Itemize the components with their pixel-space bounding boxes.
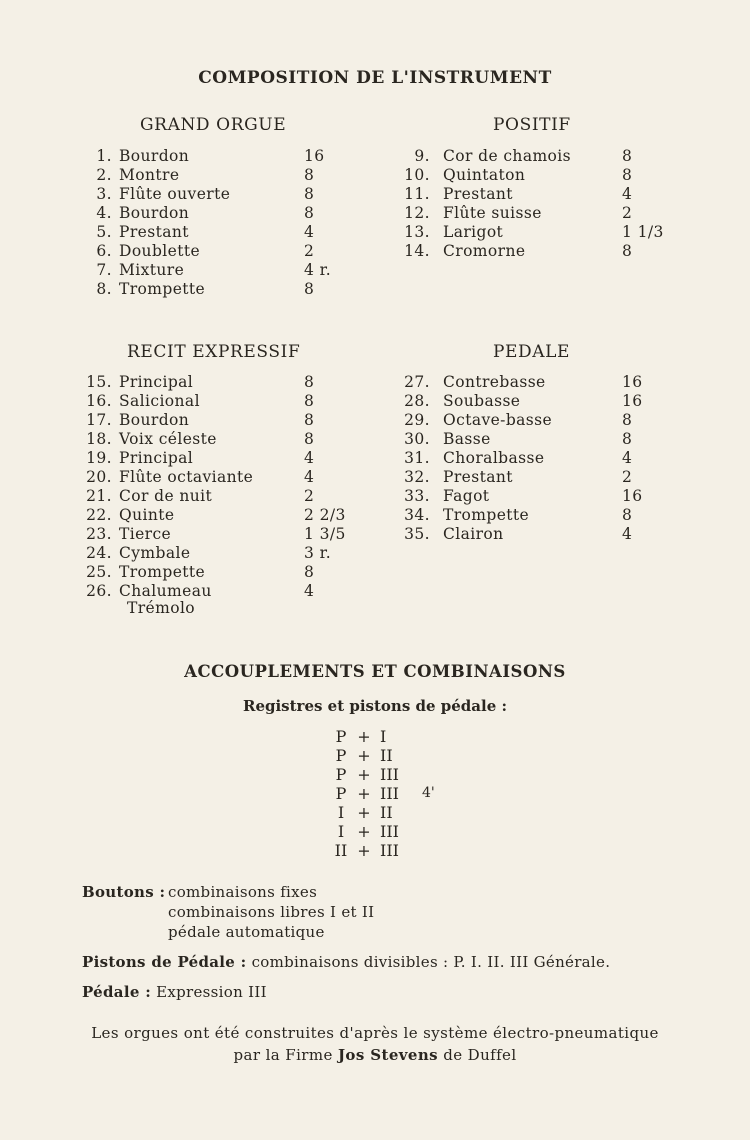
stop-name: Principal [119,449,194,467]
stop-name: Tierce [119,525,172,543]
coupler-rhs: III [380,765,399,784]
stop-name: Prestant [443,468,513,486]
stop-size: 4 [622,449,633,467]
stop-row [82,373,372,392]
stop-name: Quintaton [443,166,526,184]
stop-size: 16 [622,373,643,391]
stop-num: 1. [96,147,112,165]
stop-size: 16 [622,392,643,410]
stop-name: Basse [443,430,491,448]
stop-name: Flûte octaviante [119,468,254,486]
stop-num: 15. [86,373,112,391]
stop-row [400,525,700,544]
stop-name: Doublette [119,242,201,260]
coupler-rhs: I [380,727,387,746]
stop-size: 2 [622,204,633,222]
stop-size: 8 [622,147,633,165]
stop-num: 31. [404,449,430,467]
stop-num: 5. [96,223,112,241]
coupler-lhs: P [335,765,347,784]
positif-stop-list [400,147,700,261]
stop-row [82,430,372,449]
coupler-lhs: P [335,784,347,803]
accouplements-heading: ACCOUPLEMENTS ET COMBINAISONS [184,662,566,681]
stop-name: Cor de nuit [119,487,213,505]
stop-name: Prestant [119,223,189,241]
stop-name: Cromorne [443,242,526,260]
grand-orgue-heading: GRAND ORGUE [140,115,287,135]
stop-row [400,468,700,487]
stop-size: 8 [304,280,315,298]
pedale-expression-text: Expression III [156,983,267,1001]
stop-name: Montre [119,166,180,184]
stop-name: Clairon [443,525,504,543]
builder-note [0,1022,750,1066]
builder-note-line2 [0,1044,750,1066]
stop-size: 16 [622,487,643,505]
stop-row [82,506,372,525]
coupler-plus: + [357,746,371,765]
stop-row [400,185,700,204]
recit-stop-list [82,373,372,601]
coupler-lhs: I [337,822,345,841]
stop-name: Trompette [443,506,530,524]
coupler-rhs: III [380,841,399,860]
stop-size: 2 [304,242,315,260]
stop-name: Soubasse [443,392,521,410]
stop-row [400,430,700,449]
coupler-lhs: II [334,841,348,860]
stop-size: 3 r. [304,544,332,562]
stop-num: 25. [86,563,112,581]
stop-size: 8 [622,506,633,524]
stop-size: 4 [622,185,633,203]
stop-name: Chalumeau [119,582,212,600]
stop-row [400,506,700,525]
stop-row [82,449,372,468]
stop-size: 8 [622,430,633,448]
stop-size: 8 [304,411,315,429]
stop-num: 4. [96,204,112,222]
stop-num: 14. [404,242,430,260]
pedale-heading: PEDALE [493,342,571,362]
stop-size: 8 [304,166,315,184]
coupler-plus: + [357,841,371,860]
boutons-item: pédale automatique [168,923,325,941]
boutons-item: combinaisons libres I et II [168,903,375,921]
coupler-lhs: I [337,803,345,822]
stop-num: 11. [404,185,430,203]
stop-name: Flûte ouverte [119,185,231,203]
boutons-item: combinaisons fixes [168,883,318,901]
pistons-pedale-label: Pistons de Pédale : [82,953,247,971]
stop-size: 4 [622,525,633,543]
stop-size: 2 [304,487,315,505]
stop-name: Choralbasse [443,449,545,467]
stop-num: 3. [96,185,112,203]
stop-row [82,468,372,487]
stop-name: Contrebasse [443,373,546,391]
stop-num: 23. [86,525,112,543]
stop-name: Flûte suisse [443,204,542,222]
stop-row [400,223,700,242]
stop-row [82,563,372,582]
coupler-plus: + [357,784,371,803]
stop-size: 8 [304,373,315,391]
coupler-rhs: III [380,784,399,803]
stop-num: 10. [404,166,430,184]
coupler-plus: + [357,765,371,784]
tremolo-label: Trémolo [127,599,196,617]
stop-num: 8. [96,280,112,298]
stop-name: Fagot [443,487,490,505]
stop-num: 2. [96,166,112,184]
stop-row [82,525,372,544]
stop-name: Bourdon [119,411,190,429]
stop-name: Bourdon [119,147,190,165]
stop-num: 6. [96,242,112,260]
stop-num: 22. [86,506,112,524]
stop-num: 19. [86,449,112,467]
boutons-line [82,883,165,901]
stop-name: Voix céleste [119,430,217,448]
stop-row [82,242,362,261]
stop-num: 33. [404,487,430,505]
stop-size: 8 [304,430,315,448]
stop-name: Larigot [443,223,504,241]
coupler-plus: + [357,803,371,822]
stop-row [400,242,700,261]
stop-name: Octave-basse [443,411,553,429]
pedale-expression-label: Pédale : [82,983,152,1001]
stop-num: 35. [404,525,430,543]
builder-note-line1: Les orgues ont été construites d'après le système électro-pneumatique [91,1024,659,1042]
stop-row [82,204,362,223]
stop-num: 17. [86,411,112,429]
pistons-pedale-text: combinaisons divisibles : P. I. II. III Générale. [251,953,611,971]
coupler-lhs: P [335,746,347,765]
stop-name: Bourdon [119,204,190,222]
document-title: COMPOSITION DE L'INSTRUMENT [198,68,552,88]
stop-row [400,147,700,166]
coupler-plus: + [357,822,371,841]
stop-num: 30. [404,430,430,448]
stop-row [400,392,700,411]
stop-size: 8 [622,242,633,260]
stop-num: 27. [404,373,430,391]
stop-size: 16 [304,147,325,165]
stop-name: Trompette [119,563,206,581]
builder-note-pre: par la Firme [233,1046,333,1064]
stop-row [82,392,372,411]
coupler-lhs: P [335,727,347,746]
pedale-expression-line [82,983,267,1001]
stop-num: 7. [96,261,112,279]
stop-row [82,223,362,242]
stop-name: Mixture [119,261,185,279]
stop-row [400,204,700,223]
stop-size: 4 [304,223,315,241]
builder-note-post: de Duffel [443,1046,517,1064]
stop-row [400,373,700,392]
stop-row [400,166,700,185]
stop-row [82,280,362,299]
stop-num: 12. [404,204,430,222]
stop-size: 8 [622,166,633,184]
positif-heading: POSITIF [493,115,571,135]
stop-size: 8 [622,411,633,429]
coupler-plus: + [357,727,371,746]
pistons-pedale-line [82,953,610,971]
stop-size: 1 3/5 [304,525,346,543]
stop-num: 20. [86,468,112,486]
stop-num: 16. [86,392,112,410]
coupler-rhs: III [380,822,399,841]
stop-size: 1 1/3 [622,223,664,241]
stop-row [82,147,362,166]
stop-num: 24. [86,544,112,562]
stop-name: Prestant [443,185,513,203]
stop-size: 4 r. [304,261,332,279]
stop-size: 4 [304,468,315,486]
stop-num: 18. [86,430,112,448]
coupler-extra: 4' [422,785,435,801]
stop-num: 26. [86,582,112,600]
builder-name: Jos Stevens [337,1046,439,1064]
coupler-rhs: II [380,803,393,822]
stop-row [400,487,700,506]
stop-row [82,582,372,601]
stop-row [82,261,362,280]
stop-size: 4 [304,449,315,467]
stop-row [82,544,372,563]
stop-row [82,166,362,185]
stop-name: Principal [119,373,194,391]
pedale-stop-list [400,373,700,544]
stop-name: Salicional [119,392,200,410]
stop-row [82,487,372,506]
stop-size: 8 [304,392,315,410]
stop-num: 32. [404,468,430,486]
stop-name: Cymbale [119,544,191,562]
stop-num: 13. [404,223,430,241]
coupler-rhs: II [380,746,393,765]
stop-size: 4 [304,582,315,600]
pistons-label: Registres et pistons de pédale : [242,697,507,715]
boutons-label: Boutons : [82,883,166,901]
stop-name: Cor de chamois [443,147,571,165]
stop-num: 21. [86,487,112,505]
stop-row [400,449,700,468]
stop-row [400,411,700,430]
stop-row [82,411,372,430]
stop-size: 8 [304,185,315,203]
stop-num: 28. [404,392,430,410]
stop-size: 2 2/3 [304,506,346,524]
stop-num: 29. [404,411,430,429]
stop-num: 9. [414,147,430,165]
stop-num: 34. [404,506,430,524]
stop-size: 8 [304,204,315,222]
grand-orgue-stop-list [82,147,362,299]
stop-name: Trompette [119,280,206,298]
stop-row [82,185,362,204]
stop-name: Quinte [119,506,175,524]
recit-heading: RECIT EXPRESSIF [127,342,301,362]
stop-size: 8 [304,563,315,581]
stop-size: 2 [622,468,633,486]
